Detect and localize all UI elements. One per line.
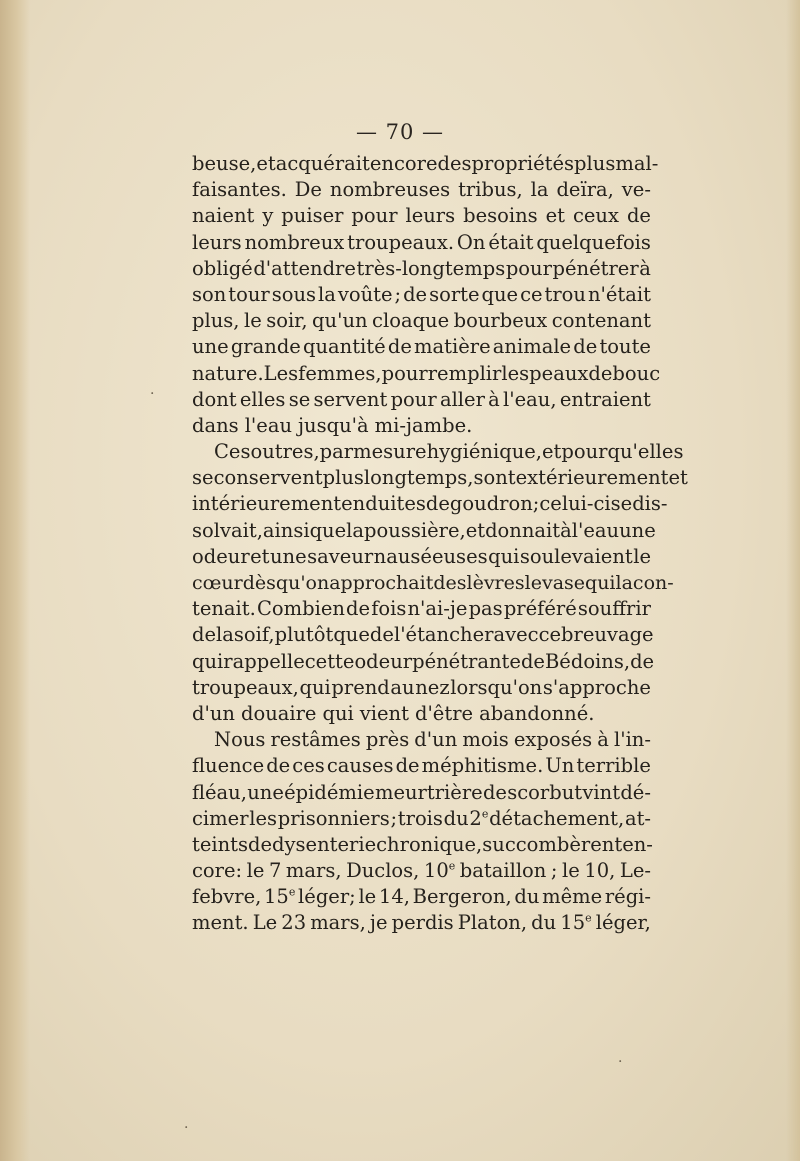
word: l'eau [244,413,293,437]
word: fois [371,597,407,621]
word: soif, [233,623,275,647]
word: causes [326,754,394,778]
word: ceux [572,204,619,228]
word: dis- [632,492,668,516]
text-line [192,780,651,806]
text-line [192,649,655,675]
word: cette [304,649,355,673]
word: sorte [429,282,480,306]
word: lorsqu'on [450,675,543,699]
word: Nous [214,728,266,752]
word: qui [299,675,331,699]
text-line [192,439,684,465]
word: pour [561,440,608,464]
text-line [192,884,651,910]
word: voûte [337,282,393,306]
word: nature. [192,361,264,385]
word: exposés [513,728,593,752]
word: ainsi [262,518,310,542]
word: des [433,572,467,594]
word: les [249,806,278,830]
word: ces [292,754,325,778]
text-line [192,753,651,779]
word: le [524,572,542,594]
word: que [309,518,347,542]
word: méphitisme. [421,754,544,778]
word: bataillon [459,859,547,883]
text-line [192,413,651,439]
word: Bédoins, [544,649,631,673]
word: Combien [256,597,345,621]
word: du [443,806,469,830]
word: On [456,230,486,254]
word: breuvage [561,623,654,647]
word: dès [242,572,276,594]
word: servent [313,387,388,411]
word: matière [414,335,491,359]
word: le [358,885,377,909]
word: et [668,466,688,490]
word: pour [390,387,437,411]
word: 23 [281,911,307,935]
word: se [288,387,311,411]
word: hygiénique, [426,440,542,464]
word: bouc [612,361,661,385]
word: de [573,335,598,359]
word: Le- [619,859,651,883]
word: 10, [584,859,616,883]
word: puiser [281,204,344,228]
word: qui [488,544,520,568]
word: de [482,780,507,804]
word: extérieurement [515,466,669,490]
word: at- [624,806,651,830]
word: enduites [341,492,426,516]
word: et [465,518,486,542]
text-line [192,491,668,517]
text-line [192,858,651,884]
word: épidémie [284,780,375,804]
word: lèvres [466,572,525,594]
word: toute [599,335,651,359]
word: ce [520,282,543,306]
word: odeur [354,649,413,673]
word: rappelle [223,649,305,673]
word: restâmes [270,728,361,752]
word: conservent [213,466,323,490]
word: par [319,440,354,464]
word: Platon, [457,911,528,935]
word: con- [632,572,674,594]
word: le [562,859,580,883]
word: du [514,885,540,909]
word: de [387,335,412,359]
word: l'eau [571,518,620,542]
body-text [192,151,688,937]
word: d'être [414,701,474,725]
word: le [246,859,265,883]
word: une [192,335,229,359]
word: une [247,780,284,804]
word: en- [622,832,653,856]
word: le [633,544,651,568]
text-line [192,806,651,832]
word: bourbeux [453,309,548,333]
word: 2e [469,806,489,830]
word: la [615,572,633,594]
word: n'ai-je [407,597,468,621]
word: intérieurement [192,492,342,516]
word: de [248,832,273,856]
word: entraient [559,387,651,411]
word: plutôt [274,623,334,647]
word: cimer [192,806,249,830]
word: nombreux [244,230,345,254]
word: tribus, [458,178,523,202]
word: de [626,204,651,228]
word: pénétrer [552,256,639,280]
text-line [192,361,661,387]
word: vient [359,701,409,725]
word: sous [271,282,317,306]
word: mal- [615,152,659,175]
word: la [530,178,549,202]
word: troupeaux. [347,230,455,254]
word: nauséeuses [373,544,488,568]
text-line [192,727,651,753]
word: mois [462,728,509,752]
word: celui-ci [539,492,611,516]
word: qui [192,649,224,673]
text-line [192,387,651,413]
text-line [192,518,656,544]
text-line [192,151,659,177]
word: teints [192,832,249,856]
word: contenant [551,309,651,333]
word: troupeaux, [192,675,299,699]
word: febvre, [192,885,262,909]
page-binding-shadow [0,0,30,1161]
word: 14, [378,885,410,909]
word: mesure [353,440,427,464]
word: la [216,623,234,647]
margin-speck: · [184,1120,189,1136]
word: approchait [329,572,434,594]
word: pénétrante [412,649,521,673]
text-line [192,701,651,727]
word: trois [397,806,443,830]
text-line [192,910,651,936]
word: se [192,466,214,490]
word: détachement, [489,806,625,830]
word: de [588,361,613,385]
word: outres, [250,440,320,464]
word: De [294,178,322,202]
word: remplir [427,361,502,385]
word: de [395,754,420,778]
word: core: [192,859,243,883]
word: encore [369,152,438,175]
word: pour [381,361,428,385]
text-line [192,675,651,701]
page-edge-shadow [786,0,800,1161]
word: acquérait [275,152,370,175]
text-line [192,832,651,858]
word: dans [192,413,239,437]
word: très-longtemps [356,256,506,280]
word: de [266,754,291,778]
text-line [192,622,654,648]
word: cloaque [372,309,450,333]
word: chronique, [376,832,483,856]
word: Ces [214,440,251,464]
text-line [192,282,651,308]
text-line [192,596,651,622]
word: et [250,544,270,568]
word: ; [394,282,402,306]
word: Bergeron, [412,885,512,909]
word: s'approche [542,675,651,699]
word: soulevaient [519,544,633,568]
word: nombreuses [329,178,451,202]
word: de [630,649,655,673]
word: était [488,230,534,254]
word: pas [468,597,503,621]
word: l'eau, [503,387,557,411]
word: de [403,282,428,306]
word: 15e [264,885,296,909]
word: trou [544,282,586,306]
word: la [318,282,336,306]
word: ment. [192,911,249,935]
word: dysenterie [272,832,377,856]
word: 15e [560,911,592,935]
word: à [597,728,609,752]
word: leurs [405,204,456,228]
word: et [542,440,562,464]
word: préféré [503,597,577,621]
word: d'un [414,728,458,752]
word: odeur [192,544,250,568]
word: et [256,152,276,175]
word: se [610,492,633,516]
word: de [425,492,450,516]
word: terrible [576,754,651,778]
word: longtemps, [363,466,474,490]
margin-speck: · [618,1054,623,1070]
word: Duclos, [346,859,420,883]
word: quelquefois [536,230,651,254]
word: souffrir [577,597,651,621]
page-number: — 70 — [355,120,445,144]
word: de [520,649,545,673]
word: des [437,152,472,175]
word: faisantes. [192,178,287,202]
word: même [542,885,603,909]
word: mars, [310,911,366,935]
word: elles [239,387,286,411]
word: près [365,728,410,752]
word: avec [493,623,539,647]
word: n'était [587,282,651,306]
word: vase [541,572,586,594]
text-line [192,203,651,229]
word: de [369,623,394,647]
word: d'un [192,701,235,725]
word: ve- [621,178,651,202]
word: cœur [192,572,243,594]
word: qu'elles [607,440,684,464]
word: 10e [423,859,456,883]
text-line [192,570,674,596]
word: quantité [303,335,386,359]
word: qu'un [312,309,368,333]
word: je [369,911,388,935]
word: animale [492,335,572,359]
word: sont [473,466,516,490]
word: peaux [529,361,589,385]
word: perdis [391,911,454,935]
word: qu'on [275,572,330,594]
word: femmes, [298,361,382,385]
word: une [269,544,307,568]
word: et [545,204,566,228]
word: solvait, [192,518,263,542]
word: obligé [192,256,253,280]
word: prend [331,675,390,699]
word: donnait [485,518,561,542]
word: propriétés [471,152,575,175]
word: dont [192,387,237,411]
word: abandonné. [479,701,595,725]
word: naient [192,204,255,228]
text-line [192,334,651,360]
word: mars, [285,859,342,883]
word: une [619,518,656,542]
word: que [481,282,519,306]
word: y [262,204,274,228]
word: Les [263,361,299,385]
word: Un [545,754,575,778]
word: de [192,623,217,647]
word: poussière, [364,518,466,542]
word: saveur [307,544,374,568]
word: ; [390,806,398,830]
margin-speck: · [150,386,155,402]
word: à [560,518,572,542]
text-line [192,544,651,570]
word: régi- [604,885,651,909]
word: dé- [620,780,651,804]
word: fluence [192,754,265,778]
word: scorbut [507,780,583,804]
word: deïra, [556,178,614,202]
word: ce [538,623,562,647]
word: de [346,597,371,621]
word: à [639,256,651,280]
word: grande [230,335,301,359]
word: plus [574,152,616,175]
word: goudron; [449,492,540,516]
text-line [192,308,651,334]
word: beuse, [192,152,257,175]
word: son [192,282,227,306]
text-line [192,256,651,282]
word: jusqu'à [298,413,369,437]
word: leurs [192,230,242,254]
word: l'in- [613,728,651,752]
word: l'étancher [393,623,494,647]
word: ; [550,859,558,883]
word: plus [322,466,364,490]
word: les [501,361,530,385]
word: au [390,675,415,699]
word: succombèrent [482,832,623,856]
word: fléau, [192,780,247,804]
word: 7 [268,859,282,883]
word: la [346,518,365,542]
word: qui [585,572,616,594]
word: nez [415,675,450,699]
word: tenait. [192,597,256,621]
word: léger, [595,911,651,935]
word: besoins [463,204,538,228]
word: mi-jambe. [374,413,473,437]
word: meurtrière [374,780,483,804]
word: pour [351,204,398,228]
word: léger; [298,885,356,909]
text-line [192,230,651,256]
text-line [192,465,688,491]
word: soir, [266,309,308,333]
word: le [243,309,262,333]
text-line [192,177,651,203]
word: qui [322,701,354,725]
word: à [488,387,500,411]
word: que [333,623,370,647]
word: pour [505,256,552,280]
word: douaire [240,701,317,725]
word: Le [252,911,278,935]
word: prisonniers [277,806,390,830]
word: du [531,911,557,935]
word: vint [582,780,621,804]
word: aller [439,387,485,411]
word: tour [228,282,270,306]
word: d'attendre [253,256,356,280]
word: plus, [192,309,240,333]
